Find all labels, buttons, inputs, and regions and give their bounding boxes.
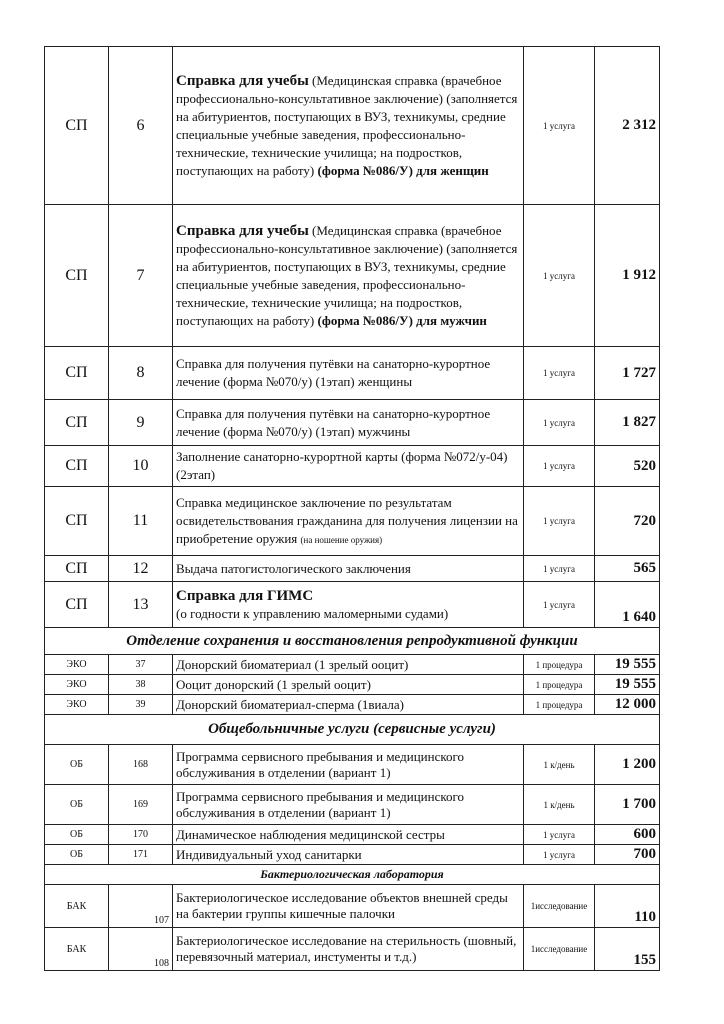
- service-price: 2 312: [595, 47, 660, 205]
- service-description: Бактериологическое исследование объектов внешней среды на бактерии группы кишечные палочки: [173, 885, 524, 928]
- service-price: 700: [595, 845, 660, 865]
- section-row: [45, 865, 660, 885]
- service-title: Справка для учебы: [176, 222, 309, 239]
- service-description: Донорский биоматериал-сперма (1виала): [173, 695, 524, 715]
- table-row: [45, 825, 660, 845]
- service-price: 1 700: [595, 785, 660, 825]
- service-text: (Медицинская справка (врачебное профессионально-консультативное заключение) (заполняется на абитуриентов, поступающих в ВУЗ, техникумы, средние специальные учебные заведения, профессионально-технические, технические училища; на подростков, поступающих на работу): [176, 222, 518, 328]
- service-price: 12 000: [595, 695, 660, 715]
- service-number: 37: [109, 655, 173, 675]
- service-code: ЭКО: [45, 675, 109, 695]
- table-row: [45, 347, 660, 400]
- service-text: (о годности к управлению маломерными судами): [176, 605, 449, 621]
- service-code: ОБ: [45, 745, 109, 785]
- service-code: БАК: [45, 885, 109, 928]
- table-row: [45, 695, 660, 715]
- service-number: 6: [109, 47, 173, 205]
- service-description: Ооцит донорский (1 зрелый ооцит): [173, 675, 524, 695]
- service-unit: 1 услуга: [524, 582, 595, 628]
- service-number: 7: [109, 205, 173, 347]
- table-row: [45, 885, 660, 928]
- service-description: Программа сервисного пребывания и медицинского обслуживания в отделении (вариант 1): [173, 785, 524, 825]
- service-description: Заполнение санаторно-курортной карты (форма №072/у-04) (2этап): [173, 446, 524, 487]
- service-number: 11: [109, 487, 173, 556]
- service-text: (Медицинская справка (врачебное профессионально-консультативное заключение) (заполняется на абитуриентов, поступающих в ВУЗ, техникумы, средние специальные учебные заведения, профессионально-технические, технические училища; на подростков, поступающих на работу): [176, 72, 518, 178]
- service-code: СП: [45, 47, 109, 205]
- section-heading-general-services: Общебольничные услуги (сервисные услуги): [45, 715, 660, 745]
- service-description: Справка для получения путёвки на санаторно-курортное лечение (форма №070/у) (1этап) мужчины: [173, 400, 524, 446]
- service-unit: 1 услуга: [524, 845, 595, 865]
- service-unit: 1 услуга: [524, 825, 595, 845]
- service-description: Справка для получения путёвки на санаторно-курортное лечение (форма №070/у) (1этап) женщины: [173, 347, 524, 400]
- service-unit: 1 услуга: [524, 556, 595, 582]
- service-number: 39: [109, 695, 173, 715]
- service-number: 108: [109, 928, 173, 971]
- service-description: Программа сервисного пребывания и медицинского обслуживания в отделении (вариант 1): [173, 745, 524, 785]
- service-description: Бактериологическое исследование на стерильность (шовный, перевязочный материал, инстументы и т.д.): [173, 928, 524, 971]
- service-price: 600: [595, 825, 660, 845]
- service-code: БАК: [45, 928, 109, 971]
- service-code: ОБ: [45, 825, 109, 845]
- service-number: 12: [109, 556, 173, 582]
- service-unit: 1 услуга: [524, 47, 595, 205]
- service-code: СП: [45, 446, 109, 487]
- service-text: Справка медицинское заключение по результатам освидетельствования гражданина для получения лицензии на приобретение оружия: [176, 494, 518, 546]
- service-description: [173, 487, 524, 556]
- service-title: Справка для ГИМС: [176, 587, 314, 604]
- service-price: 720: [595, 487, 660, 556]
- service-code: ЭКО: [45, 695, 109, 715]
- service-price: 155: [595, 928, 660, 971]
- service-number: 107: [109, 885, 173, 928]
- service-unit: 1исследование: [524, 928, 595, 971]
- service-code: СП: [45, 487, 109, 556]
- service-unit: 1 услуга: [524, 347, 595, 400]
- table-row: [45, 446, 660, 487]
- service-description: Донорский биоматериал (1 зрелый ооцит): [173, 655, 524, 675]
- table-row: [45, 400, 660, 446]
- service-note: (на ношение оружия): [300, 534, 383, 545]
- section-row: [45, 715, 660, 745]
- service-code: ОБ: [45, 785, 109, 825]
- table-row: [45, 556, 660, 582]
- service-code: ОБ: [45, 845, 109, 865]
- service-price: 520: [595, 446, 660, 487]
- price-table: [44, 46, 660, 971]
- section-row: [45, 628, 660, 655]
- service-form: (форма №086/У) для женщин: [317, 162, 489, 178]
- table-row: [45, 655, 660, 675]
- service-description: Индивидуальный уход санитарки: [173, 845, 524, 865]
- service-number: 169: [109, 785, 173, 825]
- service-code: СП: [45, 205, 109, 347]
- service-price: 1 912: [595, 205, 660, 347]
- service-unit: 1 услуга: [524, 400, 595, 446]
- service-price: 565: [595, 556, 660, 582]
- table-row: [45, 675, 660, 695]
- service-description: Выдача патогистологического заключения: [173, 556, 524, 582]
- service-code: ЭКО: [45, 655, 109, 675]
- service-description: Динамическое наблюдения медицинской сестры: [173, 825, 524, 845]
- service-number: 13: [109, 582, 173, 628]
- service-price: 1 827: [595, 400, 660, 446]
- service-unit: 1 процедура: [524, 655, 595, 675]
- service-code: СП: [45, 347, 109, 400]
- service-number: 8: [109, 347, 173, 400]
- service-price: 1 727: [595, 347, 660, 400]
- service-number: 9: [109, 400, 173, 446]
- table-row: [45, 582, 660, 628]
- service-unit: 1 процедура: [524, 695, 595, 715]
- service-number: 171: [109, 845, 173, 865]
- table-row: [45, 487, 660, 556]
- service-unit: 1исследование: [524, 885, 595, 928]
- service-description: [173, 205, 524, 347]
- service-price: 110: [595, 885, 660, 928]
- section-heading-reproductive: Отделение сохранения и восстановления репродуктивной функции: [45, 628, 660, 655]
- service-price: 19 555: [595, 655, 660, 675]
- service-number: 168: [109, 745, 173, 785]
- service-number: 10: [109, 446, 173, 487]
- table-row: [45, 928, 660, 971]
- service-description: [173, 47, 524, 205]
- service-code: СП: [45, 582, 109, 628]
- service-form: (форма №086/У) для мужчин: [317, 312, 487, 328]
- service-unit: 1 услуга: [524, 205, 595, 347]
- service-unit: 1 к/день: [524, 785, 595, 825]
- price-list-page: [44, 46, 659, 971]
- table-row: [45, 785, 660, 825]
- service-unit: 1 процедура: [524, 675, 595, 695]
- service-unit: 1 к/день: [524, 745, 595, 785]
- service-price: 1 640: [595, 582, 660, 628]
- table-row: [45, 205, 660, 347]
- service-code: СП: [45, 400, 109, 446]
- service-unit: 1 услуга: [524, 487, 595, 556]
- service-description: [173, 582, 524, 628]
- service-number: 38: [109, 675, 173, 695]
- service-code: СП: [45, 556, 109, 582]
- service-price: 19 555: [595, 675, 660, 695]
- service-price: 1 200: [595, 745, 660, 785]
- table-row: [45, 47, 660, 205]
- service-title: Справка для учебы: [176, 72, 309, 89]
- section-heading-bacteriology: Бактериологическая лаборатория: [45, 865, 660, 885]
- table-row: [45, 845, 660, 865]
- service-number: 170: [109, 825, 173, 845]
- table-row: [45, 745, 660, 785]
- service-unit: 1 услуга: [524, 446, 595, 487]
